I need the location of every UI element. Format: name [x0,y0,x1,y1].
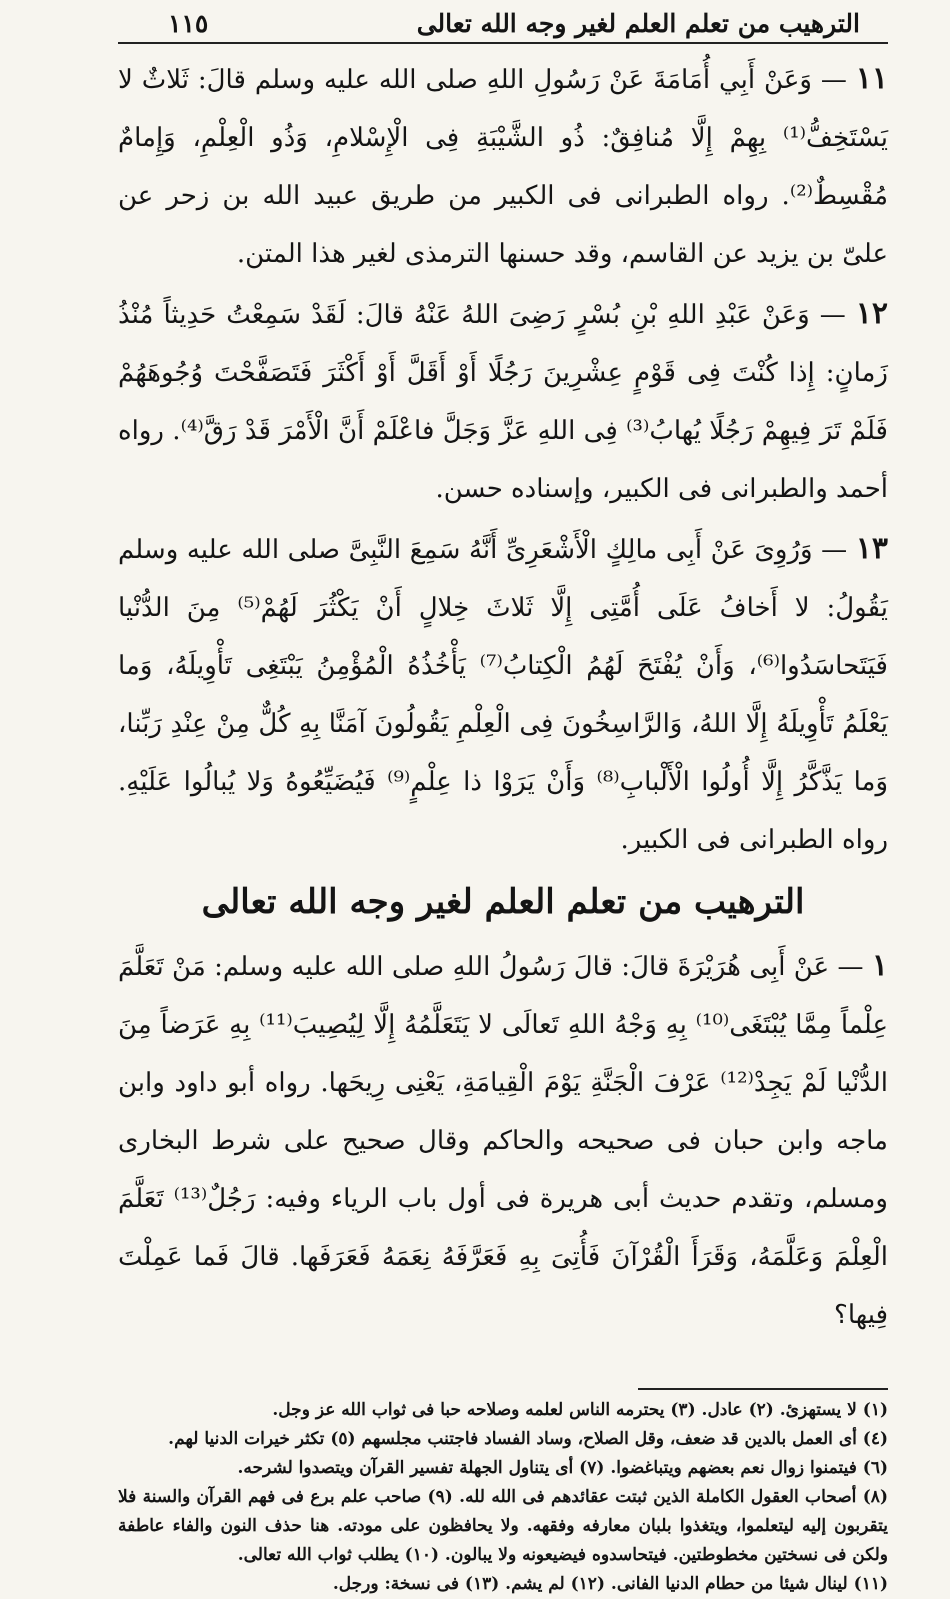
footnote-line: (٨) أصحاب العقول الكاملة الذين ثبتت عقائدهم فى الله لله. (٩) صاحب علم برع فى فهم القرآن والسنة فلا يتقربون إليه ليتعلموا، ويتغذوا بلبان معارفه وفقهه. ولا يحافظون على مودته. هنا حذف النون والفاء عاطفة ولكن فى نسختين مخطوطتين. فيتحاسدوه فيضيعونه ولا يبالون. (١٠) يطلب ثواب الله تعالى. [118,1487,888,1565]
hadith-number: ١١ [855,61,889,96]
chapter-hadith-1 [118,937,888,1344]
hadith-number: ١٣ [855,531,889,566]
running-title: الترهيب من تعلم العلم لغير وجه الله تعالى [416,9,860,38]
footnote-line: (١) لا يستهزئ. (٢) عادل. (٣) يحترمه الناس لعلمه وصلاحه حبا فى ثواب الله عز وجل. [272,1400,888,1420]
hadith-text: — وَعَنْ أَبِي أُمَامَةَ عَنْ رَسُولِ اللهِ صلى الله عليه وسلم قالَ: ثَلاثٌ لا يَسْتَخِفُّ⁽¹⁾ بِهِمْ إِلَّا مُنافِقٌ: ذُو الشَّيْبَةِ فِى الْإِسْلامِ، وَذُو الْعِلْمِ، وَإِمامٌ مُقْسِطٌ⁽²⁾. رواه الطبرانى فى الكبير من طريق عبيد الله بن زحر عن علىّ بن يزيد عن القاسم، وقد حسنها الترمذى لغير هذا المتن. [118,65,889,269]
hadith-text: — وَرُوِىَ عَنْ أَبِى مالِكٍ الْأَشْعَرِىِّ أَنَّهُ سَمِعَ النَّبِىَّ صلى الله عليه وسلم يَقُولُ: لا أَخافُ عَلَى أُمَّتِى إِلَّا ثَلاثَ خِلالٍ أَنْ يَكْثُرَ لَهُمْ⁽⁵⁾ مِنَ الدُّنْيا فَيَتَحاسَدُوا⁽⁶⁾، وَأَنْ يُفْتَحَ لَهُمُ الْكِتابُ⁽⁷⁾ يَأْخُذُهُ الْمُؤْمِنُ يَبْتَغِى تَأْوِيلَهُ، وَما يَعْلَمُ تَأْوِيلَهُ إِلَّا اللهُ، وَالرَّاسِخُونَ فِى الْعِلْمِ يَقُولُونَ آمَنَّا بِهِ كُلٌّ مِنْ عِنْدِ رَبِّنا، وَما يَذَّكَّرُ إِلَّا أُولُوا الْأَلْبابِ⁽⁸⁾ وَأَنْ يَرَوْا ذا عِلْمٍ⁽⁹⁾ فَيُضَيِّعُوهُ وَلا يُبالُوا عَلَيْهِ. رواه الطبرانى فى الكبير. [118,535,888,855]
hadith-text: — وَعَنْ عَبْدِ اللهِ بْنِ بُسْرٍ رَضِىَ اللهُ عَنْهُ قالَ: لَقَدْ سَمِعْتُ حَدِيثاً مُنْذُ زَمانٍ: إِذا كُنْتَ فِى قَوْمٍ عِشْرِينَ رَجُلًا أَوْ أَقَلَّ أَوْ أَكْثَرَ فَتَصَفَّحْتَ وُجُوهَهُمْ فَلَمْ تَرَ فِيهِمْ رَجُلًا يُهابُ⁽³⁾ فِى اللهِ عَزَّ وَجَلَّ فاعْلَمْ أَنَّ الْأَمْرَ قَدْ رَقَّ⁽⁴⁾. رواه أحمد والطبرانى فى الكبير، وإسناده حسن. [118,300,888,504]
main-text [118,44,888,1344]
running-header [118,0,888,44]
hadith-11 [118,50,888,283]
hadith-number: ١٢ [855,296,889,331]
hadith-12 [118,285,888,518]
footnote-line: (٤) أى العمل بالدين قد ضعف، وقل الصلاح، وساد الفساد فاجتنب مجلسهم (٥) تكثر خيرات الدنيا لهم. [168,1429,888,1449]
hadith-text: — عَنْ أَبِى هُرَيْرَةَ قالَ: قالَ رَسُولُ اللهِ صلى الله عليه وسلم: مَنْ تَعَلَّمَ عِلْماً مِمَّا يُبْتَغَى⁽¹⁰⁾ بِهِ وَجْهُ اللهِ تَعالَى لا يَتَعَلَّمُهُ إِلَّا لِيُصِيبَ⁽¹¹⁾ بِهِ عَرَضاً مِنَ الدُّنْيا لَمْ يَجِدْ⁽¹²⁾ عَرْفَ الْجَنَّةِ يَوْمَ الْقِيامَةِ، يَعْنِى رِيحَها. رواه أبو داود وابن ماجه وابن حبان فى صحيحه والحاكم وقال صحيح على شرط البخارى ومسلم، وتقدم حديث أبى هريرة فى أول باب الرياء وفيه: رَجُلٌ⁽¹³⁾ تَعَلَّمَ الْعِلْمَ وَعَلَّمَهُ، وَقَرَأَ الْقُرْآنَ فَأُتِىَ بِهِ فَعَرَّفَهُ نِعَمَهُ فَعَرَفَها. قالَ فَما عَمِلْتَ فِيها؟ [118,952,889,1330]
footnote-line: (٦) فيتمنوا زوال نعم بعضهم ويتباغضوا. (٧) أى يتناول الجهلة تفسير القرآن ويتصدوا لشرحه. [237,1458,888,1478]
footnote-line: (١١) لينال شيئا من حطام الدنيا الفانى. (١٢) لم يشم. (١٣) فى نسخة: ورجل. [332,1574,888,1594]
footnotes [118,1396,888,1599]
chapter-heading: الترهيب من تعلم العلم لغير وجه الله تعالى [201,882,805,922]
footnote-divider [638,1388,888,1390]
hadith-number: ١ [871,948,888,983]
hadith-13 [118,520,888,869]
page-number: ١١٥ [168,9,209,38]
